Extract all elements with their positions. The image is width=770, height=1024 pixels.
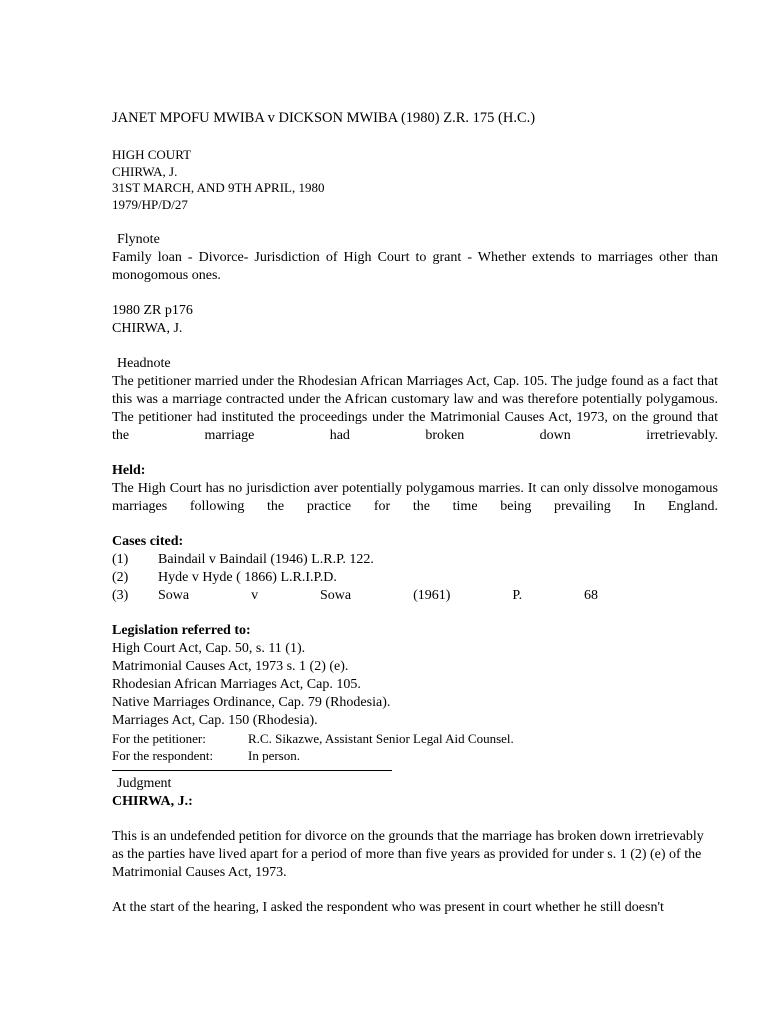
counsel-respondent <box>112 747 718 764</box>
case-citation: Baindail v Baindail (1946) L.R.P. 122. <box>158 552 374 567</box>
case-citation-part: P. <box>512 588 523 603</box>
legislation-item: Native Marriages Ordinance, Cap. 79 (Rhodesia). <box>112 695 391 710</box>
judgment-label: Judgment <box>117 776 172 791</box>
case-cited-item <box>112 569 718 587</box>
page-judge: CHIRWA, J. <box>112 321 183 336</box>
held-label: Held: <box>112 463 146 478</box>
counsel-respondent-name: In person. <box>248 748 300 763</box>
case-citation <box>158 587 718 605</box>
counsel-block <box>112 730 718 764</box>
case-citation-part: (1961) <box>413 588 451 603</box>
cases-cited-label: Cases cited: <box>112 534 184 549</box>
judgment-paragraph: At the start of the hearing, I asked the respondent who was present in court whether he still doesn't <box>112 900 664 915</box>
case-number-label: (1) <box>112 552 129 567</box>
legislation-item: Matrimonial Causes Act, 1973 s. 1 (2) (e). <box>112 659 349 674</box>
case-citation-part: Sowa <box>320 588 352 603</box>
case-number-label: (2) <box>112 570 129 585</box>
counsel-respondent-label: For the respondent: <box>112 748 214 763</box>
judgment-paragraph: This is an undefended petition for divorce on the grounds that the marriage has broken down irretrievably as the parties have lived apart for a period of more than five years as provided for under s. 1 (2) (e) of the Matrimonial Causes Act, 1973. <box>112 829 704 880</box>
headnote-label: Headnote <box>117 356 171 371</box>
legislation-item: Rhodesian African Marriages Act, Cap. 105. <box>112 677 361 692</box>
court-details <box>112 147 718 213</box>
flynote-text: Family loan - Divorce- Jurisdiction of High Court to grant - Whether extends to marriages other than monogomous ones. <box>112 250 718 283</box>
hearing-dates: 31ST MARCH, AND 9TH APRIL, 1980 <box>112 180 325 195</box>
document-page <box>112 109 718 917</box>
case-cited-item <box>112 587 718 605</box>
judgment-judge: CHIRWA, J.: <box>112 794 193 809</box>
legislation-item: High Court Act, Cap. 50, s. 11 (1). <box>112 641 306 656</box>
held-text: The High Court has no jurisdiction aver potentially polygamous marries. It can only dissolve monogamous marriages following the practice for the time being prevailing In England. <box>112 481 718 514</box>
headnote-text: The petitioner married under the Rhodesian African Marriages Act, Cap. 105. The judge found as a fact that this was a marriage contracted under the African customary law and was therefore potentially polygamous. The petitioner had instituted the proceedings under the Matrimonial Causes Act, 1973, on the ground that the marriage had broken down irretrievably. <box>112 374 718 443</box>
counsel-petitioner-name: R.C. Sikazwe, Assistant Senior Legal Aid Counsel. <box>248 731 514 746</box>
case-title: JANET MPOFU MWIBA v DICKSON MWIBA (1980) Z.R. 175 (H.C.) <box>112 110 536 126</box>
case-citation-part: Sowa <box>158 588 190 603</box>
counsel-petitioner <box>112 730 718 747</box>
case-cited-item <box>112 551 718 569</box>
flynote-label: Flynote <box>117 232 160 247</box>
page-citation: 1980 ZR p176 <box>112 303 193 318</box>
court-name: HIGH COURT <box>112 147 192 162</box>
case-citation: Hyde v Hyde ( 1866) L.R.I.P.D. <box>158 570 337 585</box>
case-citation-part: 68 <box>584 588 598 603</box>
case-number: 1979/HP/D/27 <box>112 196 188 212</box>
legislation-item: Marriages Act, Cap. 150 (Rhodesia). <box>112 713 318 728</box>
case-number-label: (3) <box>112 588 129 603</box>
judge-name: CHIRWA, J. <box>112 163 178 179</box>
case-citation-part: v <box>251 588 259 603</box>
counsel-petitioner-label: For the petitioner: <box>112 731 206 746</box>
legislation-label: Legislation referred to: <box>112 623 251 638</box>
section-divider <box>112 770 392 771</box>
